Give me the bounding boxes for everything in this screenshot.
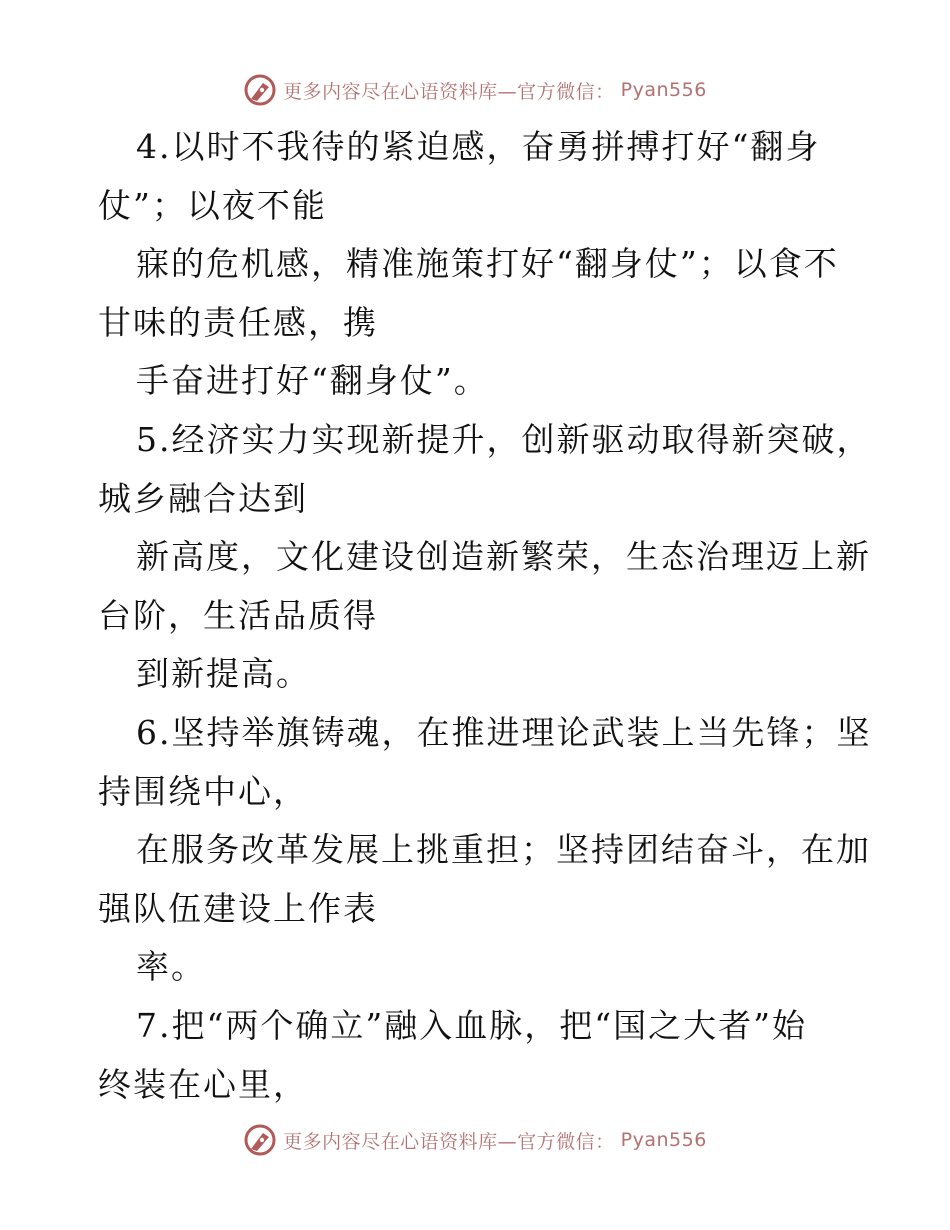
text-line: 在服务改革发展上挑重担；坚持团结奋斗，在加 — [136, 830, 871, 870]
header-watermark — [0, 70, 950, 110]
text-line: 甘味的责任感，携 — [98, 302, 378, 342]
text-line: 4.以时不我待的紧迫感，奋勇拼搏打好“翻身 — [136, 127, 821, 166]
text-line: 寐的危机感，精准施策打好“翻身仗”；以食不 — [136, 244, 839, 284]
text-line: 城乡融合达到 — [98, 478, 308, 518]
text-line: 持围绕中心， — [98, 771, 308, 811]
watermark-text: 更多内容尽在心语资料库—官方微信： — [283, 80, 615, 103]
document-body — [98, 118, 872, 1114]
text-line: 7.把“两个确立”融入血脉，把“国之大者”始 — [136, 1005, 807, 1045]
text-line: 到新提高。 — [136, 654, 311, 694]
watermark-wechat-id: Pyan556 — [620, 1129, 707, 1151]
text-line: 6.坚持举旗铸魂，在推进理论武装上当先锋；坚 — [136, 712, 872, 752]
text-line: 率。 — [136, 947, 206, 987]
text-line: 5.经济实力实现新提升，创新驱动取得新突破， — [136, 419, 872, 459]
text-line: 强队伍建设上作表 — [98, 888, 378, 928]
watermark-wechat-id: Pyan556 — [620, 79, 707, 101]
text-line: 新高度，文化建设创造新繁荣，生态治理迈上新 — [136, 537, 871, 577]
footer-watermark — [0, 1120, 950, 1160]
text-line: 手奋进打好“翻身仗”。 — [136, 361, 489, 401]
text-line: 台阶，生活品质得 — [98, 595, 378, 635]
pen-nib-logo-icon — [243, 1123, 277, 1157]
text-line: 终装在心里， — [98, 1064, 308, 1104]
pen-nib-logo-icon — [243, 73, 277, 107]
text-line: 仗”；以夜不能 — [98, 185, 327, 225]
watermark-text: 更多内容尽在心语资料库—官方微信： — [283, 1130, 615, 1153]
